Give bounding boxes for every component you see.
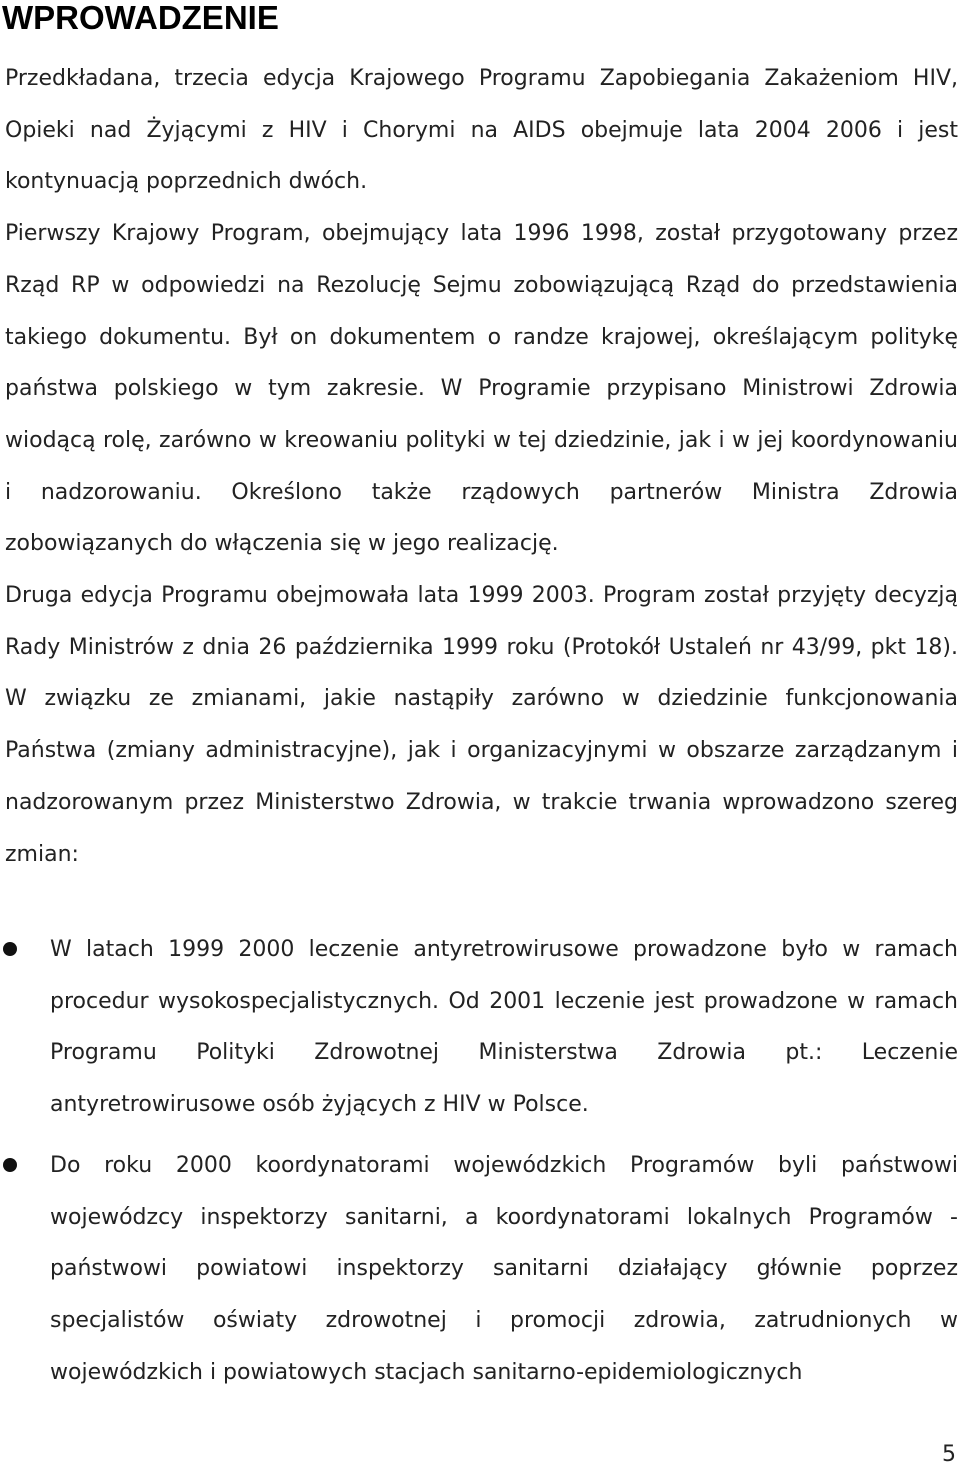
paragraph-intro: Przedkładana, trzecia edycja Krajowego Programu Zapobiegania Zakażeniom HIV, Opieki nad Żyjącymi z HIV i Chorymi na AIDS obejmuje lata 2004 2006 i jest kontynuacją poprzednich dwóch. <box>5 66 958 195</box>
list-item <box>0 924 958 1131</box>
page-title: WPROWADZENIE <box>2 0 279 36</box>
list-item <box>0 1140 958 1399</box>
changes-list <box>0 924 958 1398</box>
list-item-text: Do roku 2000 koordynatorami wojewódzkich Programów byli państwowi wojewódzcy inspektorzy sanitarni, a koordynatorami lokalnych Programów - państwowi powiatowi inspektorzy sanitarni działający głównie poprzez specjalistów oświaty zdrowotnej i promocji zdrowia, zatrudnionych w wojewódzkich i powiatowych stacjach sanitarno-epidemiologicznych <box>50 1152 958 1385</box>
page-number: 5 <box>942 1442 956 1467</box>
list-item-text: W latach 1999 2000 leczenie antyretrowirusowe prowadzone było w ramach procedur wysokospecjalistycznych. Od 2001 leczenie jest prowadzone w ramach Programu Polityki Zdrowotnej Ministerstwa Zdrowia pt.: Leczenie antyretrowirusowe osób żyjących z HIV w Polsce. <box>50 937 958 1118</box>
body-text <box>5 53 958 880</box>
paragraph-second-edition: Druga edycja Programu obejmowała lata 1999 2003. Program został przyjęty decyzją Rady Ministrów z dnia 26 października 1999 roku (Protokół Ustaleń nr 43/99, pkt 18). W związku ze zmianami, jakie nastąpiły zarówno w dziedzinie funkcjonowania Państwa (zmiany administracyjne), jak i organizacyjnymi w obszarze zarządzanym i nadzorowanym przez Ministerstwo Zdrowia, w trakcie trwania wprowadzono szereg zmian: <box>5 583 958 867</box>
bullet-icon <box>3 942 17 956</box>
paragraph-first-program: Pierwszy Krajowy Program, obejmujący lata 1996 1998, został przygotowany przez Rząd RP w odpowiedzi na Rezolucję Sejmu zobowiązującą Rząd do przedstawienia takiego dokumentu. Był on dokumentem o randze krajowej, określającym politykę państwa polskiego w tym zakresie. W Programie przypisano Ministrowi Zdrowia wiodącą rolę, zarówno w kreowaniu polityki w tej dziedzinie, jak i w jej koordynowaniu i nadzorowaniu. Określono także rządowych partnerów Ministra Zdrowia zobowiązanych do włączenia się w jego realizację. <box>5 221 958 557</box>
bullet-icon <box>3 1158 17 1172</box>
